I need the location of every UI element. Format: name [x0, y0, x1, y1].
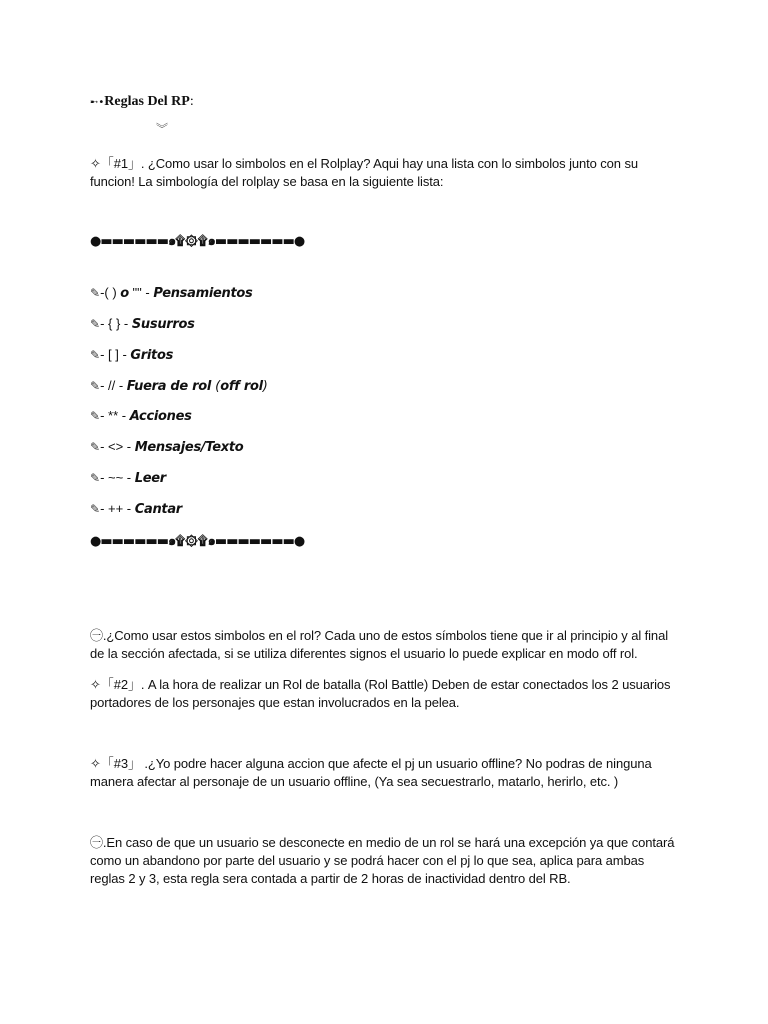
- divider-top: ●▬▬▬▬▬▬๑۩۞۩๑▬▬▬▬▬▬▬●: [90, 234, 305, 249]
- symbol-text: - ++ -: [100, 501, 135, 516]
- symbol-or: o: [120, 286, 129, 301]
- pencil-icon: ✎: [90, 440, 101, 454]
- pencil-icon: ✎: [90, 317, 101, 331]
- symbol-meaning: Pensamientos: [153, 286, 253, 301]
- symbol-row-sing: [90, 500, 182, 519]
- symbol-paren-open: (: [211, 379, 221, 394]
- symbol-meaning: Gritos: [130, 348, 174, 363]
- symbol-row-read: [90, 469, 166, 488]
- divider-bottom: ●▬▬▬▬▬▬๑۩۞۩๑▬▬▬▬▬▬▬●: [90, 534, 305, 549]
- symbol-text: - ~~ -: [100, 470, 135, 485]
- symbol-text: - // -: [100, 378, 127, 393]
- rule-3-paragraph: ✧「#3」 .¿Yo podre hacer alguna accion que afecte el pj un usuario offline? No podras de ninguna manera afectar al personaje de un usuario offline, (Ya sea secuestrarlo, matarlo, herirlo, etc. ): [90, 756, 652, 789]
- intro-paragraph: ✧「#1」. ¿Como usar lo simbolos en el Rolplay? Aqui hay una lista con lo simbolos junto con su funcion! La simbología del rolplay se basa en la siguiente lista:: [90, 156, 638, 189]
- symbol-row-messages: [90, 438, 243, 457]
- symbol-row-whispers: [90, 315, 195, 334]
- pencil-icon: ✎: [90, 409, 101, 423]
- arrow-bullet-icon: ➸•: [90, 97, 105, 108]
- pencil-icon: ✎: [90, 348, 101, 362]
- usage-paragraph: ㊀.¿Como usar estos simbolos en el rol? Cada uno de estos símbolos tiene que ir al principio y al final de la sección afectada, si se utiliza diferentes signos el usuario lo puede explicar en modo off rol.: [90, 628, 668, 661]
- symbol-row-off-role: [90, 377, 268, 396]
- symbol-meaning: Cantar: [134, 502, 182, 517]
- symbol-alt: "" -: [128, 285, 154, 300]
- symbol-meaning: Fuera de rol: [126, 379, 212, 394]
- double-chevron-down-icon: ︾: [156, 122, 169, 136]
- rule-2-paragraph: ✧「#2」. A la hora de realizar un Rol de batalla (Rol Battle) Deben de estar conectados los 2 usuarios portadores de los personajes que estan involucrados en la pelea.: [90, 677, 671, 710]
- symbol-text: - <> -: [100, 439, 135, 454]
- symbol-text: - ** -: [100, 408, 130, 423]
- symbol-meaning: Acciones: [129, 409, 192, 424]
- symbol-meaning: Susurros: [131, 317, 195, 332]
- symbol-meaning: Mensajes/Texto: [134, 440, 244, 455]
- exception-paragraph: ㊀.En caso de que un usuario se desconecte en medio de un rol se hará una excepción ya que contará como un abandono por parte del usuario y se podrá hacer con el pj lo que sea, aplica para ambas reglas 2 y 3, esta regla sera contada a partir de 2 horas de inactividad dentro del RB.: [90, 835, 675, 886]
- symbol-row-shouts: [90, 346, 173, 365]
- pencil-icon: ✎: [90, 502, 101, 516]
- symbol-row-actions: [90, 407, 192, 426]
- symbol-row-thoughts: [90, 284, 252, 303]
- rules-title: [90, 93, 194, 112]
- pencil-icon: ✎: [90, 471, 101, 485]
- pencil-icon: ✎: [90, 286, 101, 300]
- symbol-meaning-alt: off rol: [220, 379, 263, 394]
- rules-title-text: Reglas Del RP: [104, 94, 190, 109]
- symbol-text: - [ ] -: [100, 347, 131, 362]
- symbol-meaning: Leer: [134, 471, 166, 486]
- symbol-text: - { } -: [100, 316, 132, 331]
- symbol-paren-close: ): [262, 379, 268, 394]
- pencil-icon: ✎: [90, 379, 101, 393]
- rules-title-colon: :: [189, 94, 194, 109]
- symbol-text: -( ): [100, 285, 121, 300]
